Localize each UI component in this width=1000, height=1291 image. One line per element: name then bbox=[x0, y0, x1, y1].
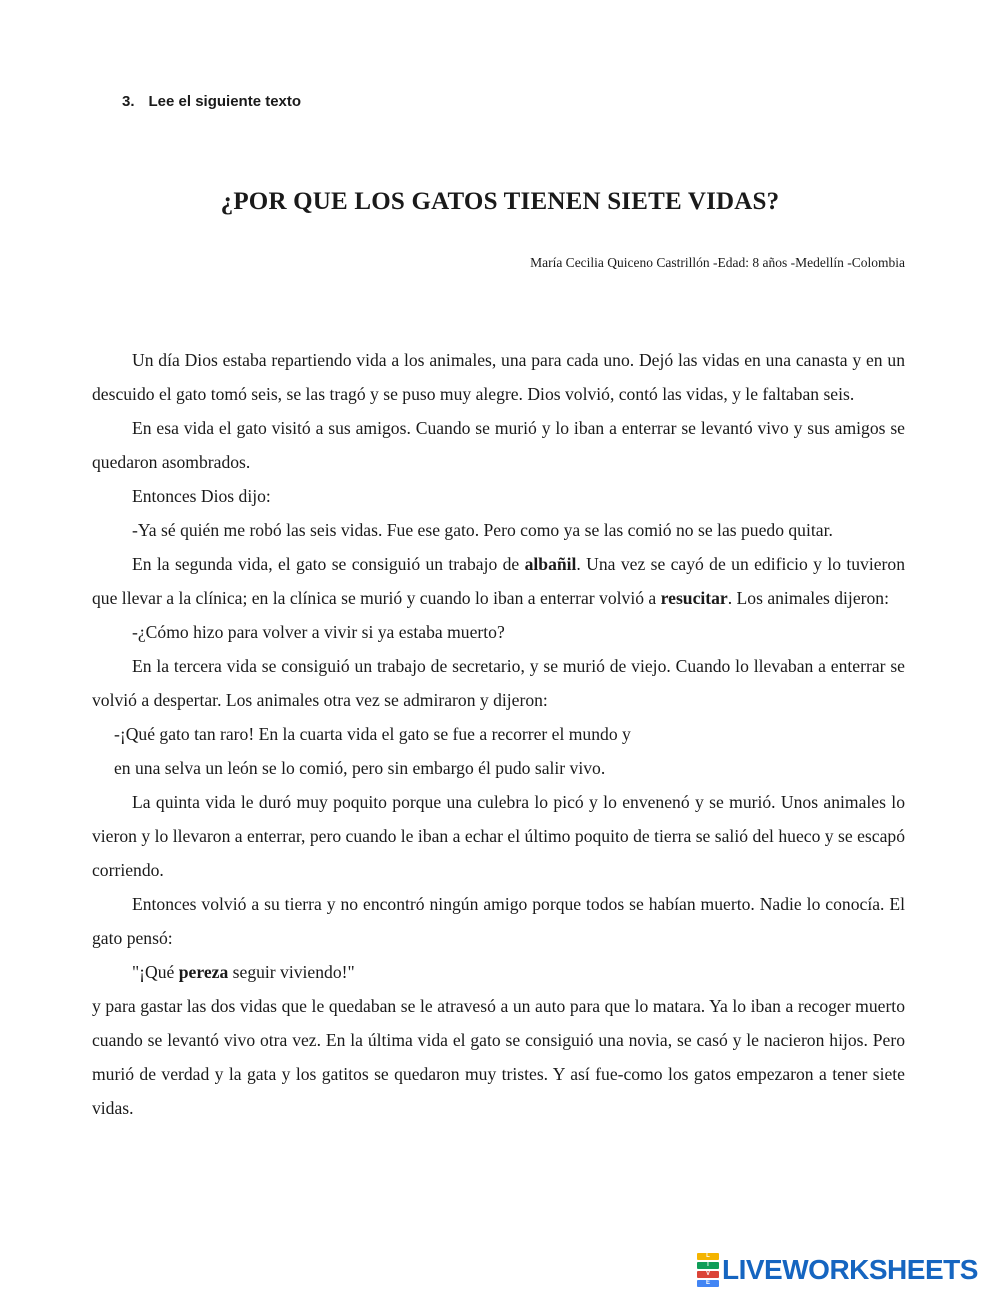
paragraph-3: Entonces Dios dijo: bbox=[132, 486, 271, 506]
paragraph-11: Entonces volvió a su tierra y no encontró ningún amigo porque todos se habían muerto. Nadie lo conocía. El gato pensó: bbox=[92, 894, 905, 948]
paragraph-5-text-a: En la segunda vida, el gato se consiguió un trabajo de bbox=[132, 554, 525, 574]
paragraph-10: La quinta vida le duró muy poquito porque una culebra lo picó y lo envenenó y se murió. Unos animales lo vieron y lo llevaron a enterrar, pero cuando le iban a echar el último poquito de tierra se salió del hueco y se escapó corriendo. bbox=[92, 792, 905, 880]
word-pereza: pereza bbox=[178, 962, 229, 982]
paragraph-9: en una selva un león se lo comió, pero sin embargo él pudo salir vivo. bbox=[114, 758, 606, 778]
paragraph-4: -Ya sé quién me robó las seis vidas. Fue ese gato. Pero como ya se las comió no se las puedo quitar. bbox=[132, 520, 833, 540]
logo-mark-e: E bbox=[697, 1280, 719, 1287]
liveworksheets-logo bbox=[697, 1253, 978, 1287]
paragraph-12-text-a: "¡Qué bbox=[132, 962, 179, 982]
logo-mark-i: I bbox=[697, 1262, 719, 1269]
paragraph-5 bbox=[92, 547, 905, 615]
paragraph-12-text-c: seguir viviendo!" bbox=[228, 962, 355, 982]
logo-text: LIVEWORKSHEETS bbox=[722, 1254, 978, 1285]
instruction bbox=[122, 93, 301, 110]
paragraph-8: -¡Qué gato tan raro! En la cuarta vida el gato se fue a recorrer el mundo y bbox=[114, 724, 631, 744]
logo-mark-v: V bbox=[697, 1271, 719, 1278]
paragraph-5-text-c: . Una vez se cayó de un edificio y lo tuvieron que llevar a la clínica; en la clínica se murió y cuando lo iban a enterrar volvió a bbox=[92, 554, 905, 608]
logo-mark-l: L bbox=[697, 1253, 719, 1260]
logo-mark-icon bbox=[697, 1252, 719, 1288]
instruction-text: Lee el siguiente texto bbox=[148, 93, 302, 110]
story-body bbox=[92, 343, 905, 1125]
story-title: ¿POR QUE LOS GATOS TIENEN SIETE VIDAS? bbox=[220, 188, 780, 215]
paragraph-13: y para gastar las dos vidas que le quedaban se le atravesó a un auto para que lo matara. Ya lo iban a recoger muerto cuando se levantó vivo otra vez. En la última vida el gato se consiguió una novia, se casó y le nacieron hijos. Pero murió de verdad y la gata y los gatitos se quedaron muy tristes. Y así fue-como los gatos empezaron a tener siete vidas. bbox=[92, 996, 905, 1118]
word-resucitar: resucitar bbox=[660, 588, 728, 608]
paragraph-1: Un día Dios estaba repartiendo vida a los animales, una para cada uno. Dejó las vidas en una canasta y en un descuido el gato tomó seis, se las tragó y se puso muy alegre. Dios volvió, contó las vidas, y le faltaban seis. bbox=[92, 350, 905, 404]
paragraph-12 bbox=[92, 955, 905, 989]
paragraph-5-text-e: . Los animales dijeron: bbox=[727, 588, 889, 608]
paragraph-7: En la tercera vida se consiguió un trabajo de secretario, y se murió de viejo. Cuando lo llevaban a enterrar se volvió a despertar. Los animales otra vez se admiraron y dijeron: bbox=[92, 656, 905, 710]
word-albanil: albañil bbox=[524, 554, 577, 574]
instruction-number: 3. bbox=[122, 93, 135, 110]
author-line: María Cecilia Quiceno Castrillón -Edad: 8 años -Medellín -Colombia bbox=[530, 255, 905, 270]
paragraph-6: -¿Cómo hizo para volver a vivir si ya estaba muerto? bbox=[132, 622, 505, 642]
paragraph-2: En esa vida el gato visitó a sus amigos. Cuando se murió y lo iban a enterrar se levantó vivo y sus amigos se quedaron asombrados. bbox=[92, 418, 905, 472]
